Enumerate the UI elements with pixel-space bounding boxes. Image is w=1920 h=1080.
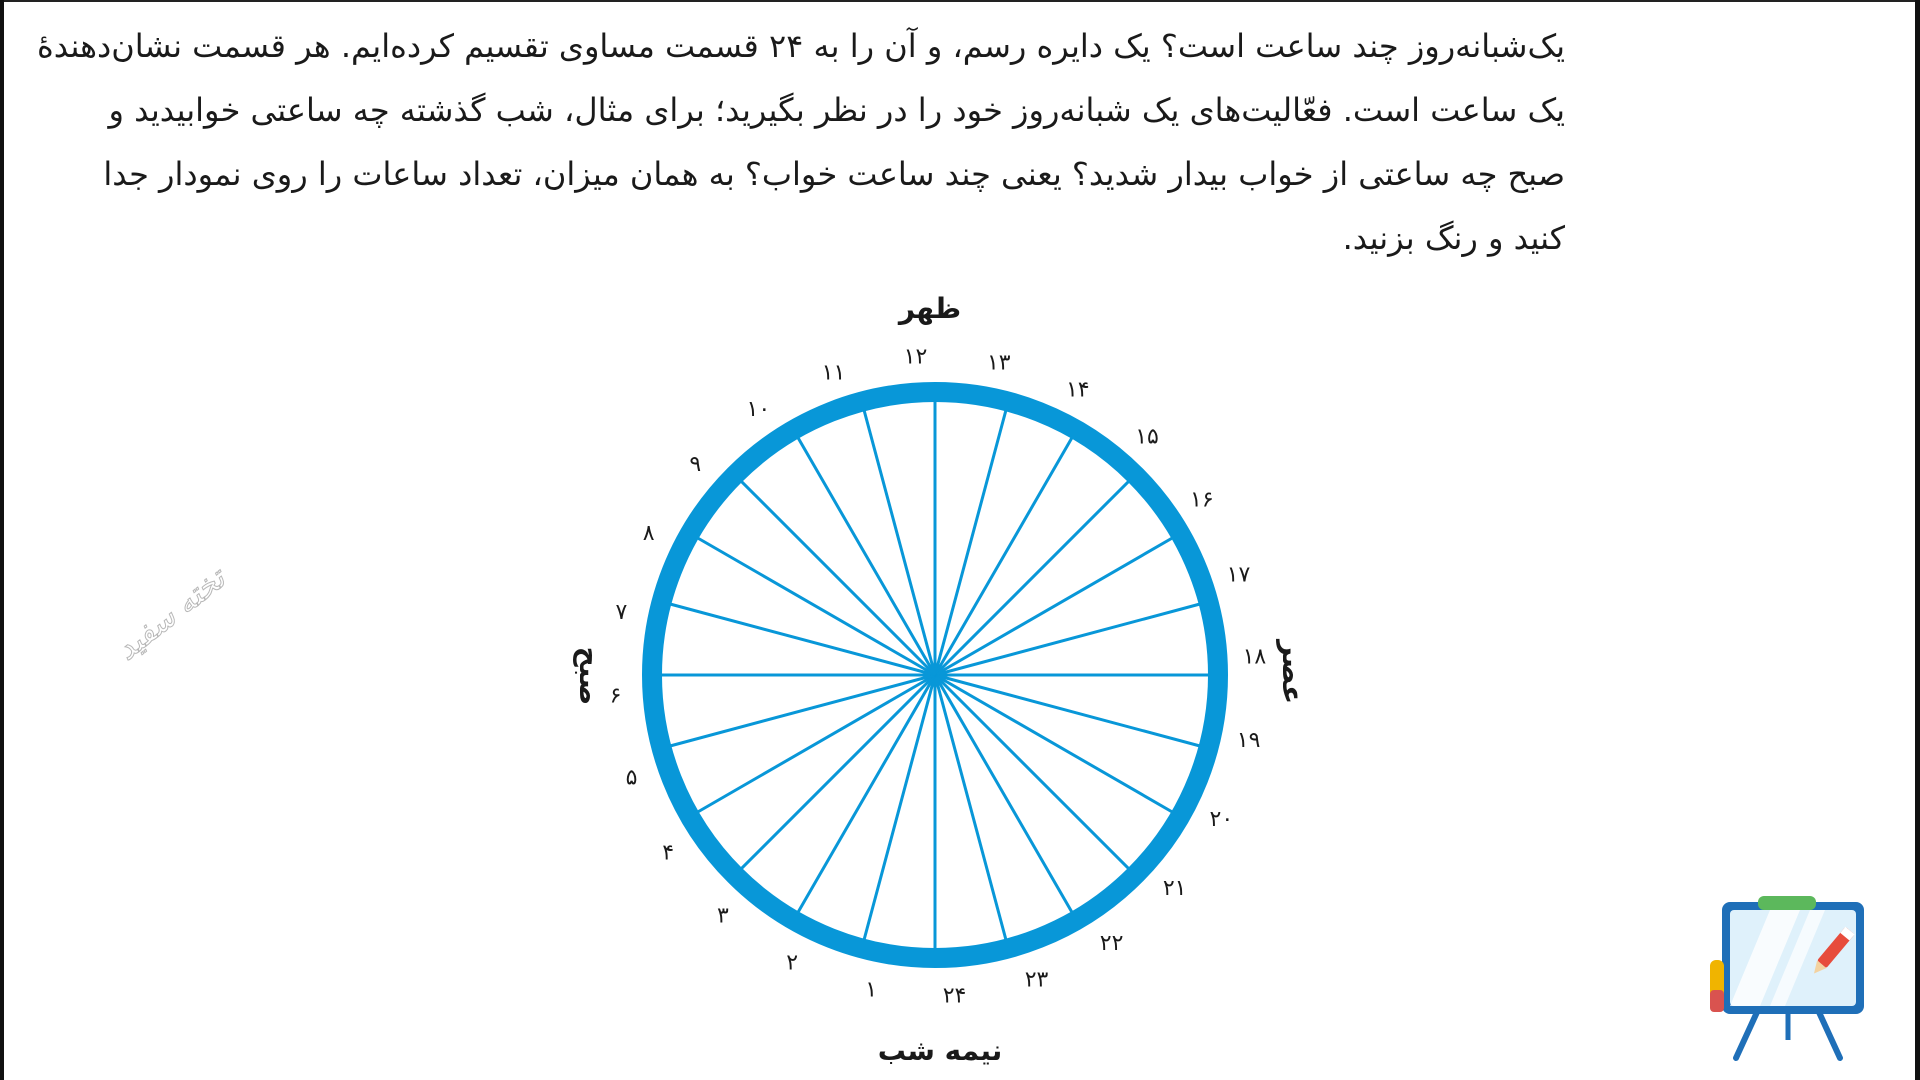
hour-label: ۱۹: [1236, 727, 1261, 753]
hour-label: ۹: [689, 451, 702, 477]
hour-label: ۲۴: [942, 983, 967, 1009]
clock-spoke: [935, 675, 1135, 875]
clock-spoke: [690, 675, 935, 817]
clock-spoke: [935, 475, 1135, 675]
hour-label: ۱۲: [903, 344, 928, 370]
paragraph-line-4: کنید و رنگ بزنید.: [1342, 219, 1565, 257]
hour-label: ۳: [717, 903, 729, 929]
clock-spoke: [935, 602, 1208, 675]
direction-label-midnight: نیمه شب: [877, 1034, 1003, 1067]
hour-label: ۸: [642, 521, 655, 547]
whiteboard-logo-icon: [1700, 890, 1875, 1065]
hour-label: ۱۴: [1065, 377, 1090, 403]
watermark-text: تخته سفید: [110, 561, 233, 668]
paragraph-line-3: صبح چه ساعتی از خواب بیدار شدید؟ یعنی چند ساعت خواب؟ به همان میزان، تعداد ساعات را روی نمودار جدا: [103, 155, 1565, 193]
clock-spoke: [935, 675, 1077, 920]
hour-label: ۶: [609, 683, 622, 709]
paragraph-line-1: یک‌شبانه‌روز چند ساعت است؟ یک دایره رسم، و آن را به ۲۴ قسمت مساوی تقسیم کرده‌ایم. هر قسمت نشان‌دهندهٔ: [36, 27, 1565, 65]
hour-label: ۱۶: [1190, 487, 1214, 513]
direction-label-noon: ظهر: [898, 292, 962, 325]
clock-spoke: [935, 675, 1008, 948]
hour-label: ۲۱: [1162, 876, 1187, 902]
hour-label: ۱۰: [746, 397, 771, 423]
hour-label: ۱۷: [1226, 562, 1251, 588]
hour-label: ۲: [786, 950, 799, 976]
clock-spoke: [735, 475, 935, 675]
clock-spoke: [935, 402, 1008, 675]
hour-label: ۱۵: [1135, 424, 1159, 450]
clock-spoke: [662, 602, 935, 675]
hour-label: ۴: [662, 840, 675, 866]
hour-label: ۲۳: [1024, 967, 1049, 993]
clock-spoke: [862, 402, 935, 675]
clock-spoke: [690, 534, 935, 676]
hour-label: ۲۲: [1099, 930, 1124, 956]
clock-spoke: [662, 675, 935, 748]
hour-label: ۱: [865, 977, 878, 1003]
clock-spoke: [794, 430, 936, 675]
hour-label: ۲۰: [1209, 806, 1234, 832]
hour-label: ۵: [625, 765, 638, 791]
clock-spoke: [935, 430, 1077, 675]
paragraph-line-2: یک ساعت است. فعّالیت‌های یک شبانه‌روز خود را در نظر بگیرید؛ برای مثال، شب گذشته چه ساعتی خوابیدید و: [108, 91, 1565, 129]
clock-spoke: [735, 675, 935, 875]
direction-label-morning: صبح: [573, 646, 606, 706]
hour-label: ۱۸: [1242, 644, 1267, 670]
hour-label: ۷: [615, 600, 628, 626]
direction-label-afternoon: عصر: [1276, 639, 1309, 705]
clock-spoke: [935, 675, 1180, 817]
clock-spoke: [935, 675, 1208, 748]
clock-spoke: [935, 534, 1180, 676]
hour-label: ۱۱: [821, 360, 846, 386]
clock-spoke: [794, 675, 936, 920]
hour-label: ۱۳: [986, 350, 1011, 376]
clock-spoke: [862, 675, 935, 948]
